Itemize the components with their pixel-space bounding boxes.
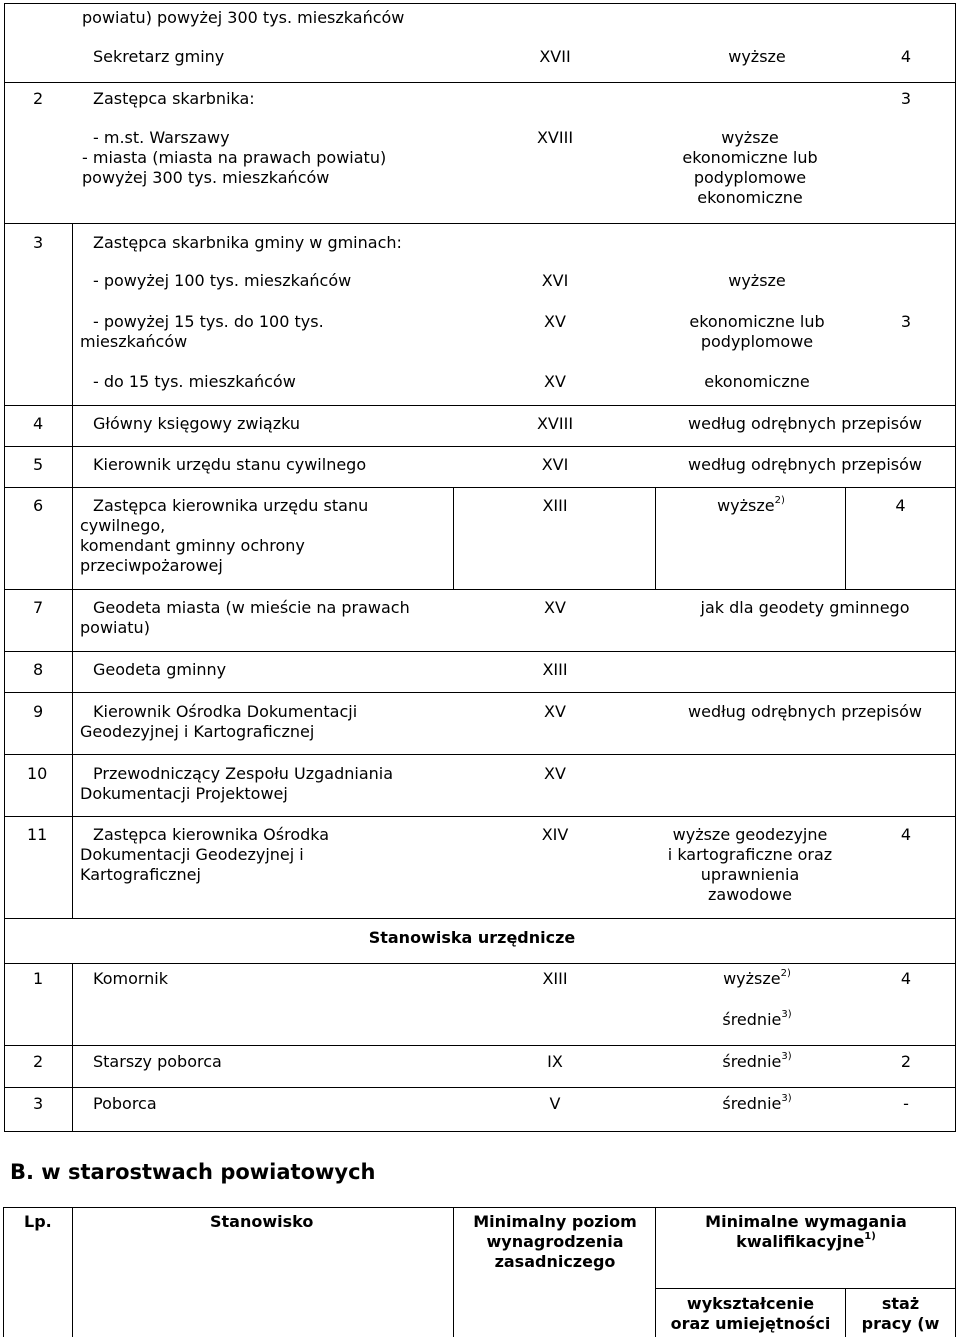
position-subitem: - m.st. Warszawy (93, 128, 230, 147)
row-number: 1 (33, 969, 44, 988)
section-header: Stanowiska urzędnicze (368, 928, 576, 947)
salary-category: XV (544, 702, 566, 721)
row-divider (4, 589, 956, 590)
row-number: 2 (33, 89, 44, 108)
education-requirement: wyższe (721, 128, 779, 147)
header-lp: Lp. (24, 1212, 52, 1231)
salary-category: XV (544, 764, 566, 783)
col-divider (453, 1207, 454, 1337)
position-subitem: - miasta (miasta na prawach powiatu) (82, 148, 387, 167)
experience-years: 3 (900, 89, 912, 108)
education-requirement: wyższe$^{2)}$ (723, 967, 791, 988)
requirement: jak dla geodety gminnego (700, 598, 910, 617)
position-name: Przewodniczący Zespołu Uzgadniania (93, 764, 394, 783)
education-requirement: wyższe$^{2)}$ (717, 494, 785, 515)
row-number: 4 (33, 414, 44, 433)
requirement: według odrębnych przepisów (688, 455, 922, 474)
row-divider (4, 82, 956, 83)
position-name: Zastępca skarbnika: (93, 89, 255, 108)
header-wyksztalcenie: wykształcenie (686, 1294, 815, 1313)
table-border-right (955, 3, 956, 1132)
row-number: 7 (33, 598, 44, 617)
position-name: powiatu) (80, 618, 150, 637)
position-name: cywilnego, (80, 516, 166, 535)
education-requirement: ekonomiczne lub (689, 312, 825, 331)
row-divider (4, 692, 956, 693)
salary-category: XVI (541, 455, 569, 474)
position-name: Kartograficznej (80, 865, 201, 884)
salary-category: XIV (541, 825, 569, 844)
education-requirement: zawodowe (708, 885, 792, 904)
row-number: 3 (33, 1094, 44, 1113)
position-name: Poborca (93, 1094, 157, 1113)
table-border-left (4, 3, 5, 1132)
position-name: komendant gminny ochrony (80, 536, 305, 555)
position-name: Zastępca kierownika Ośrodka (93, 825, 330, 844)
education-requirement: podyplomowe (700, 332, 814, 351)
education-requirement: wyższe (728, 47, 786, 66)
experience-years: 3 (900, 312, 912, 331)
position-name: Komornik (93, 969, 169, 988)
salary-category: XVIII (536, 414, 574, 433)
row-divider (4, 754, 956, 755)
row-divider (4, 816, 956, 817)
requirement: według odrębnych przepisów (688, 702, 922, 721)
row-divider (4, 1087, 956, 1088)
table2-subheader-line (656, 1288, 956, 1289)
requirement: według odrębnych przepisów (688, 414, 922, 433)
education-requirement: ekonomiczne lub (682, 148, 818, 167)
row-divider (4, 963, 956, 964)
position-name: Sekretarz gminy (93, 47, 225, 66)
position-name: Geodeta gminny (93, 660, 227, 679)
row-divider (4, 1045, 956, 1046)
col-divider (72, 223, 73, 918)
continued-text: powiatu) powyżej 300 tys. mieszkańców (82, 8, 405, 27)
education-requirement: średnie$^{3)}$ (722, 1092, 792, 1113)
salary-category: V (549, 1094, 561, 1113)
position-name: Starszy poborca (93, 1052, 222, 1071)
education-requirement: ekonomiczne (697, 188, 803, 207)
experience-years: 4 (900, 47, 912, 66)
header-poziom: zasadniczego (494, 1252, 616, 1271)
row-divider (4, 223, 956, 224)
education-requirement: uprawnienia (700, 865, 800, 884)
education-requirement: ekonomiczne (704, 372, 810, 391)
row-number: 11 (27, 825, 48, 844)
section-b-heading: B. w starostwach powiatowych (10, 1160, 376, 1184)
position-name: Dokumentacji Geodezyjnej i (80, 845, 304, 864)
table-border-bottom (4, 1131, 956, 1132)
col-divider (655, 487, 656, 589)
row-number: 9 (33, 702, 44, 721)
table2-border-top (3, 1207, 956, 1208)
row-divider (4, 651, 956, 652)
position-subitem: - powyżej 100 tys. mieszkańców (93, 271, 352, 290)
position-name: Zastępca kierownika urzędu stanu (93, 496, 369, 515)
table-border-top (4, 3, 956, 4)
header-wyksztalcenie: oraz umiejętności (670, 1314, 831, 1333)
salary-category: XIII (542, 969, 568, 988)
education-requirement: wyższe geodezyjne (672, 825, 828, 844)
education-requirement: podyplomowe (693, 168, 807, 187)
row-number: 5 (33, 455, 44, 474)
education-requirement: wyższe (728, 271, 786, 290)
education-requirement: i kartograficzne oraz (667, 845, 833, 864)
position-subitem: mieszkańców (80, 332, 188, 351)
salary-category: XV (544, 598, 566, 617)
education-requirement: średnie$^{3)}$ (722, 1008, 792, 1029)
salary-category: XVIII (536, 128, 574, 147)
salary-category: XV (544, 312, 566, 331)
header-staz: staż (881, 1294, 920, 1313)
salary-category: IX (547, 1052, 563, 1071)
position-name: Geodeta miasta (w mieście na prawach (93, 598, 410, 617)
row-divider (4, 405, 956, 406)
salary-category: XIII (542, 660, 568, 679)
experience-years: 4 (895, 496, 906, 515)
header-wymagania: Minimalne wymagania (705, 1212, 907, 1231)
header-stanowisko: Stanowisko (210, 1212, 314, 1231)
position-name: Kierownik Ośrodka Dokumentacji (93, 702, 358, 721)
row-divider (4, 918, 956, 919)
header-poziom: wynagrodzenia (486, 1232, 624, 1251)
col-divider (72, 963, 73, 1131)
experience-years: 2 (900, 1052, 912, 1071)
experience-years: 4 (900, 969, 912, 988)
row-number: 2 (33, 1052, 44, 1071)
salary-category: XVII (539, 47, 571, 66)
position-subitem: powyżej 300 tys. mieszkańców (82, 168, 330, 187)
position-name: Geodezyjnej i Kartograficznej (80, 722, 315, 741)
row-number: 8 (33, 660, 44, 679)
salary-category: XVI (541, 271, 569, 290)
position-name: Kierownik urzędu stanu cywilnego (93, 455, 367, 474)
position-name: Główny księgowy związku (93, 414, 301, 433)
position-name: Zastępca skarbnika gminy w gminach: (93, 233, 402, 252)
row-divider (4, 487, 956, 488)
col-divider (72, 1207, 73, 1337)
row-number: 6 (33, 496, 44, 515)
position-subitem: - do 15 tys. mieszkańców (93, 372, 296, 391)
row-number: 10 (27, 764, 48, 783)
salary-category: XV (544, 372, 566, 391)
row-divider (4, 446, 956, 447)
position-name: przeciwpożarowej (80, 556, 223, 575)
row-number: 3 (33, 233, 44, 252)
table2-border-left (3, 1207, 4, 1337)
salary-category: XIII (542, 496, 568, 515)
position-name: Dokumentacji Projektowej (80, 784, 288, 803)
header-staz: pracy (w (861, 1314, 940, 1333)
header-wymagania: kwalifikacyjne$^{1)}$ (736, 1230, 876, 1251)
header-poziom: Minimalny poziom (473, 1212, 637, 1231)
education-requirement: średnie$^{3)}$ (722, 1050, 792, 1071)
col-divider (453, 487, 454, 589)
position-subitem: - powyżej 15 tys. do 100 tys. (93, 312, 324, 331)
experience-years: - (903, 1094, 909, 1113)
experience-years: 4 (900, 825, 912, 844)
